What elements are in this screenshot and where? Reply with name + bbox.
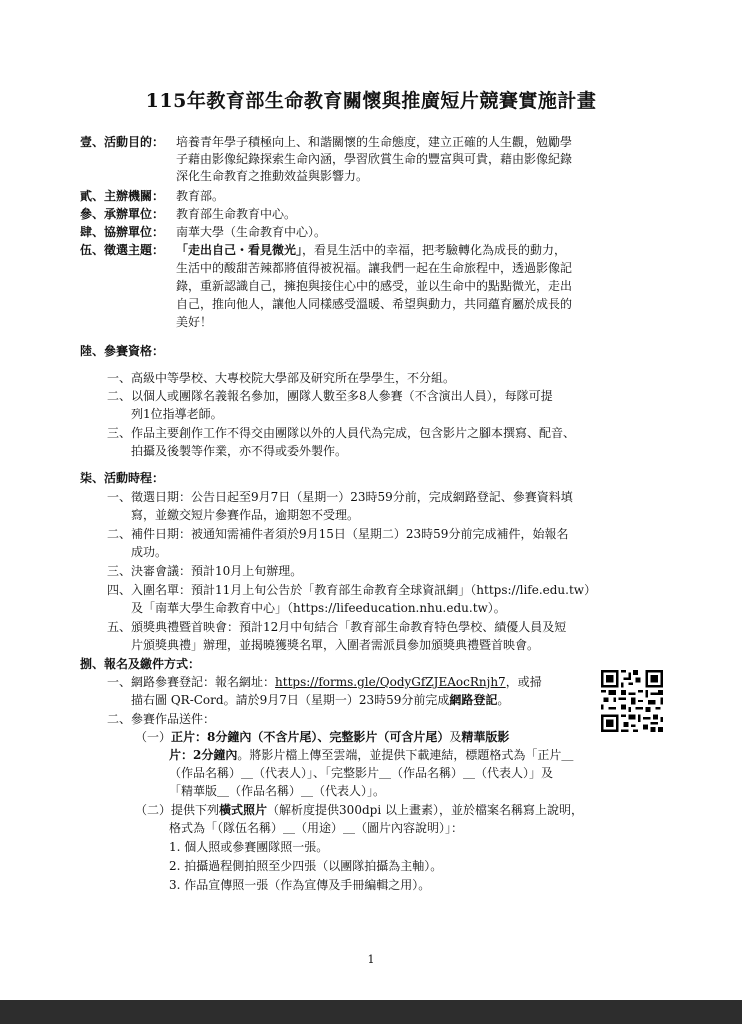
eligibility-item: 三、作品主要創作工作不得交由團隊以外的人員代為完成，包含影片之腳本撰寫、配音、 (107, 426, 576, 440)
submission-item-2-cont: 格式為「（隊伍名稱）＿（用途）＿（圖片內容說明）」： (169, 821, 464, 835)
video-spec-bold: 正片：8分鐘內（不含片尾）、完整影片（可含片尾） (171, 730, 450, 744)
page-number: 1 (367, 953, 375, 966)
section-schedule-label: 柒、活動時程： (80, 471, 165, 485)
submission-item-2 (135, 802, 583, 819)
section-theme-line: 自己，推向他人，讓他人同樣感受溫暖、希望與動力，共同蘊育屬於成長的 (176, 297, 573, 311)
eligibility-item: 二、以個人或團隊名義報名參加，團隊人數至多8人參賽（不含演出人員），每隊可提 (107, 389, 553, 403)
photo-type-bold: 橫式照片 (219, 803, 268, 817)
registration-line-2 (131, 692, 509, 709)
section-purpose-line: 子藉由影像紀錄探索生命內涵，學習欣賞生命的豐富與可貴，藉由影像紀錄 (176, 152, 573, 166)
schedule-item: 四、入圍名單：預計11月上旬公告於「教育部生命教育全球資訊網」（https://life.edu.tw） (107, 583, 597, 597)
photo-intro: 提供下列 (171, 803, 220, 817)
submission-item-1-cont (169, 747, 573, 764)
section-purpose-label: 壹、活動目的： (80, 135, 165, 149)
eligibility-item: 一、高級中等學校、大專校院大學部及研究所在學學生，不分組。 (107, 371, 456, 385)
schedule-item-cont: 及「南華大學生命教育中心」（https://lifeeducation.nhu.edu.tw）。 (131, 601, 506, 615)
eligibility-item-cont: 拍攝及後製等作業，亦不得或委外製作。 (131, 444, 348, 458)
section-executor-label: 參、承辦單位： (80, 207, 165, 221)
registration-line (107, 674, 542, 691)
schedule-item: 五、頒獎典禮暨首映會：預計12月中旬結合「教育部生命教育特色學校、績優人員及短 (107, 620, 567, 634)
section-organizer-label: 貳、主辦機關： (80, 189, 165, 203)
section-theme-label: 伍、徵選主題： (80, 243, 165, 257)
section-theme-line: 錄，重新認識自己，擁抱與接住心中的感受，並以生命中的點點微光，走出 (176, 279, 573, 293)
schedule-item: 二、補件日期：被通知需補件者須於9月15日（星期二）23時59分前完成補件，始報名 (107, 527, 569, 541)
schedule-item-cont: 成功。 (131, 545, 168, 559)
photo-requirements: （解析度提供300dpi 以上畫素），並於檔案名稱寫上說明， (267, 803, 583, 817)
section-registration-label: 捌、報名及繳件方式： (80, 657, 201, 671)
highlight-spec-bold: 精華版影 (461, 730, 510, 744)
submission-label: 二、參賽作品送件： (107, 712, 216, 726)
registration-qr-code (601, 670, 663, 732)
registration-line2-prefix: 描右圖 QR-Cord。請於9月7日（星期一）23時59分前完成 (131, 693, 450, 707)
section-executor-text: 教育部生命教育中心。 (176, 207, 297, 221)
section-purpose-line: 深化生命教育之推動效益與影響力。 (176, 169, 369, 183)
registration-line2-end: 。 (497, 693, 510, 707)
schedule-item: 一、徵選日期：公告日起至9月7日（星期一）23時59分前，完成網路登記、參賽資料填 (107, 490, 573, 504)
conjunction: 及 (449, 730, 462, 744)
registration-prefix: 一、網路參賽登記：報名網址： (107, 675, 276, 689)
schedule-item-cont: 寫，並繳交短片參賽作品，逾期恕不受理。 (131, 508, 360, 522)
section-theme-line (176, 242, 566, 259)
highlight-duration-bold: 片：2分鐘內 (169, 748, 238, 762)
viewer-bottom-bar (0, 1000, 742, 1024)
registration-line2-bold: 網路登記 (449, 693, 498, 707)
submission-item-1-cont: （作品名稱）＿（代表人）」、「完整影片＿（作品名稱）＿（代表人）」及 (169, 766, 554, 780)
item-number: （一） (135, 730, 172, 744)
schedule-item: 三、決審會議：預計10月上旬辦理。 (107, 564, 303, 578)
theme-line-rest: ，看見生活中的幸福，把考驗轉化為成長的動力， (302, 243, 567, 257)
schedule-item-cont: 片頒獎典禮」辦理，並揭曉獲獎名單，入圍者需派員參加頒獎典禮暨首映會。 (131, 638, 540, 652)
photo-list-item: 1. 個人照或參賽團隊照一張。 (169, 840, 329, 854)
submission-item-1-cont: 「精華版＿（作品名稱）＿（代表人）」。 (169, 784, 386, 798)
photo-list-item: 3. 作品宣傳照一張（作為宣傳及手冊編輯之用）。 (169, 878, 431, 892)
submission-item-1 (135, 729, 509, 746)
upload-instructions: 。將影片檔上傳至雲端，並提供下載連結，標題格式為「正片＿ (237, 748, 574, 762)
section-purpose-line: 培養青年學子積極向上、和諧關懷的生命態度，建立正確的人生觀，勉勵學 (176, 135, 573, 149)
section-organizer-text: 教育部。 (176, 189, 225, 203)
item-number: （二） (135, 803, 172, 817)
section-co-organizer-text: 南華大學（生命教育中心）。 (176, 225, 327, 239)
registration-url-link[interactable]: https://forms.gle/QodyGfZJEAocRnjh7 (275, 675, 506, 689)
photo-list-item: 2. 拍攝過程側拍照至少四張（以團隊拍攝為主軸）。 (169, 859, 443, 873)
section-co-organizer-label: 肆、協辦單位： (80, 225, 165, 239)
section-theme-line: 美好！ (176, 315, 213, 329)
eligibility-item-cont: 列1位指導老師。 (131, 407, 223, 421)
page-title: 115年教育部生命教育關懷與推廣短片競賽實施計畫 (145, 90, 597, 112)
registration-suffix: ，或掃 (505, 675, 542, 689)
theme-title: 「走出自己・看見微光」 (176, 243, 303, 257)
section-theme-line: 生活中的酸甜苦辣都將值得被祝福。讓我們一起在生命旅程中，透過影像記 (176, 261, 573, 275)
section-eligibility-label: 陸、參賽資格： (80, 344, 165, 358)
